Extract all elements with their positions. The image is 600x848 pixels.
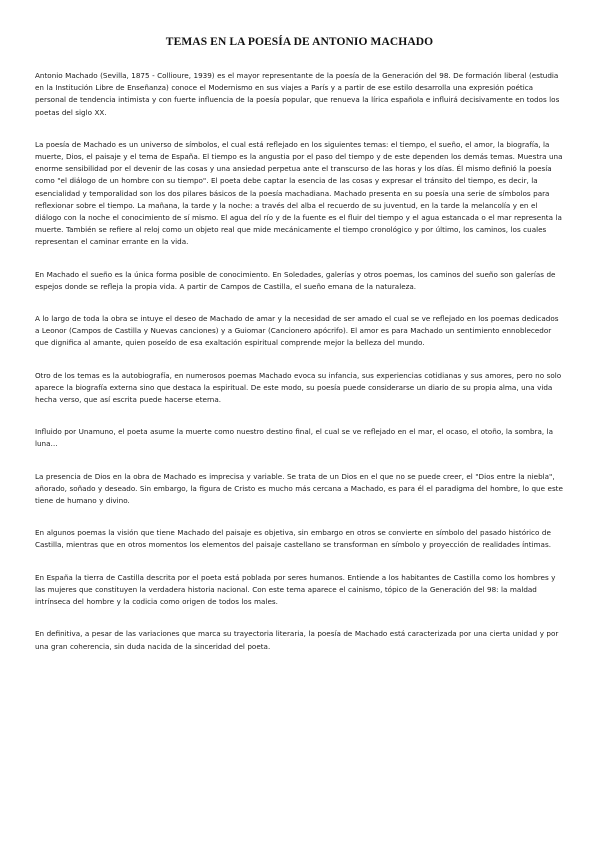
document-title: TEMAS EN LA POESÍA DE ANTONIO MACHADO — [165, 36, 434, 48]
paragraph-muerte: Influido por Unamuno, el poeta asume la muerte como nuestro destino final, el cual se ve reflejado en el mar, el ocaso, el otoño, la sombra, la luna… — [35, 427, 554, 449]
paragraph-sueno: En Machado el sueño es la única forma posible de conocimiento. En Soledades, galerías y otros poemas, los caminos del sueño son galerías de espejos donde se refleja la propia vida. A partir de Campos de Castilla, el sueño emana de la naturaleza. — [35, 269, 556, 291]
paragraph-amor: A lo largo de toda la obra se intuye el deseo de Machado de amar y la necesidad de ser amado el cual se ve reflejado en los poemas dedicados a Leonor (Campos de Castilla y Nuevas canciones) y a Guiomar (Cancionero apócrifo). El amor es para Machado un sentimiento ennoblecedor que dignifica al amante, quien poseído de esa exaltación espiritual comprende mejor la belleza del mundo. — [35, 314, 559, 348]
paragraph-paisaje: En algunos poemas la visión que tiene Machado del paisaje es objetiva, sin embargo en otros se convierte en símbolo del pasado histórico de Castilla, mientras que en otros momentos los elementos del paisaje castellano se transforman en símbolo y proyección de realidades íntimas. — [35, 528, 551, 550]
paragraph-dios: La presencia de Dios en la obra de Machado es imprecisa y variable. Se trata de un Dios en el que no se puede creer, el "Dios entre la niebla", añorado, soñado y deseado. Sin embargo, la figura de Cristo es mucho más cercana a Machado, es para él el paradigma del hombre, lo que este tiene de humano y divino. — [35, 471, 563, 506]
paragraph-espana: En España la tierra de Castilla descrita por el poeta está poblada por seres humanos. Entiende a los habitantes de Castilla como los hombres y las mujeres que constituyen la verdadera historia nacional. Con este tema aparece el cainismo, tópico de la Generación del 98: la maldad intrínseca del hombre y la codicia como origen de todos los males. — [35, 572, 556, 607]
paragraph-introduction: Antonio Machado (Sevilla, 1875 - Collioure, 1939) es el mayor representante de la poesía de la Generación del 98. De formación liberal (estudia en la Institución Libre de Enseñanza) conoce el Modernismo en sus viajes a París y a partir de ese estilo desarrolla una expresión poética personal de tendencia intimista y con fuerte influencia de la poesía popular, que renueva la lírica española e influirá decisivamente en todos los poetas del siglo XX. — [35, 71, 560, 117]
paragraph-conclusion: En definitiva, a pesar de las variaciones que marca su trayectoria literaria, la poesía de Machado está caracterizada por una cierta unidad y por una gran coherencia, sin duda nacida de la sinceridad del poeta. — [35, 629, 559, 651]
paragraph-tiempo: La poesía de Machado es un universo de símbolos, el cual está reflejado en los siguientes temas: el tiempo, el sueño, el amor, la biografía, la muerte, Dios, el paisaje y el tema de España. El tiempo es la angustia por el paso del tiempo y de este dependen los demás temas. Muestra una enorme sensibilidad por el devenir de las cosas y una ansiedad perpetua ante el transcurso de las horas y los días. Él mismo definió la poesía como "el diálogo de un hombre con su tiempo". El poeta debe captar la esencia de las cosas y expresar el tránsito del tiempo, es decir, la esencialidad y temporalidad son los dos pilares básicos de la poesía machadiana. Machado presenta en su poesía una serie de símbolos para reflexionar sobre el tiempo. La mañana, la tarde y la noche: a través del alba el recuerdo de su juventud, en la tarde la melancolía y en el diálogo con la noche el conocimiento de sí mismo. El agua del río y de la fuente es el fluir del tiempo y el agua estancada o el mar representa la muerte. También se refiere al reloj como un objeto real que mide mecánicamente el tiempo cronológico y por último, los caminos, los cuales representan el caminar errante en la vida. — [35, 139, 563, 247]
paragraph-autobiografia: Otro de los temas es la autobiografía, en numerosos poemas Machado evoca su infancia, sus experiencias cotidianas y sus amores, pero no solo aparece la biografía externa sino que destaca la espiritual. De este modo, su poesía puede considerarse un diario de su propia alma, una vida hecha verso, que así escrita puede hacerse eterna. — [35, 370, 562, 405]
